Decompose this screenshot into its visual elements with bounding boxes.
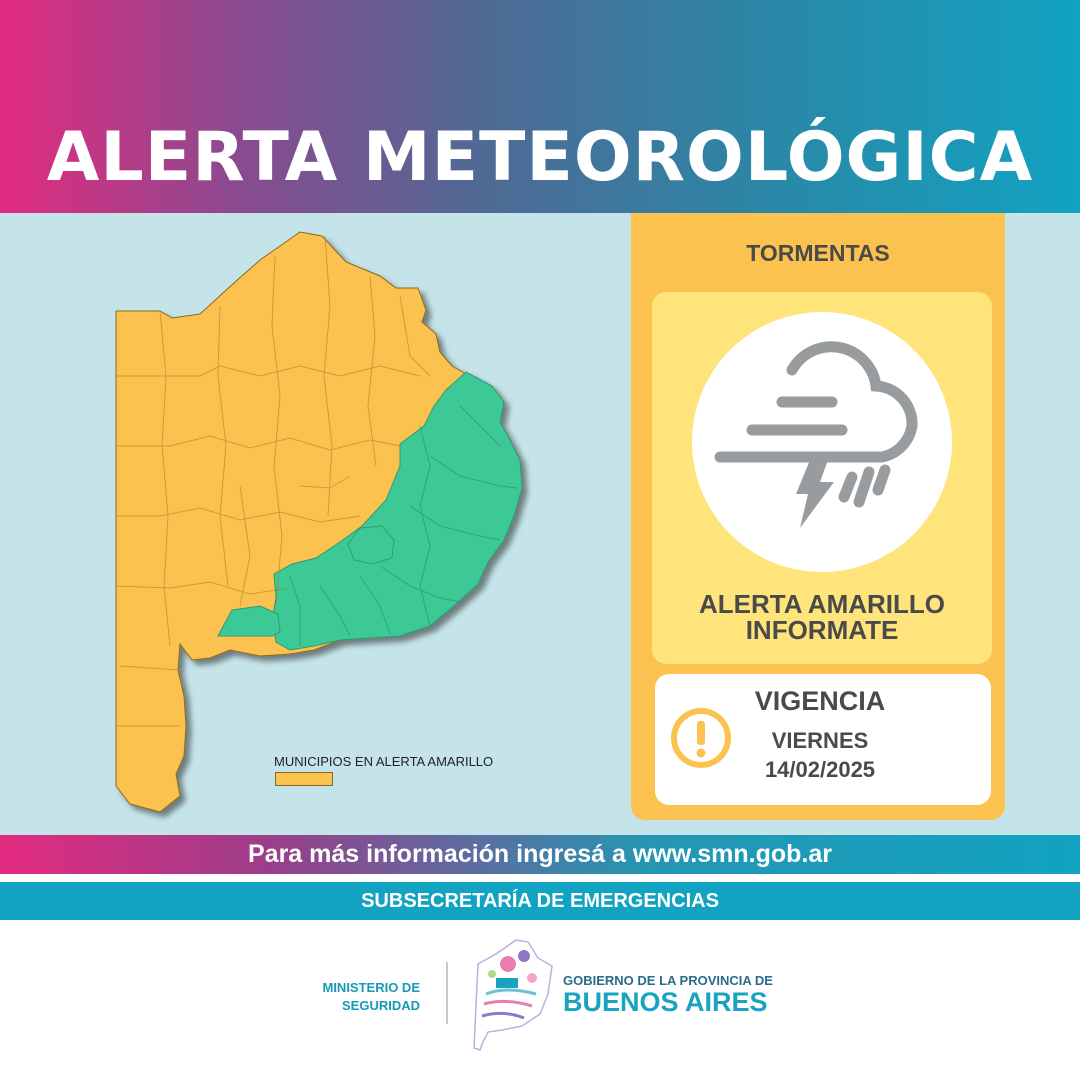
ministry-line2: SEGURIDAD [341, 998, 420, 1013]
info-link-text[interactable]: Para más información ingresá a www.smn.gob.ar [248, 840, 832, 868]
phenomenon-title: TORMENTAS [746, 240, 890, 266]
footer-divider [446, 962, 448, 1024]
page-title: ALERTA METEOROLÓGICA [46, 118, 1034, 197]
storm-cloud-lightning-icon [692, 312, 952, 572]
map-legend-swatch [275, 772, 333, 786]
gov-label-big: BUENOS AIRES [563, 987, 768, 1017]
alert-level-line2: INFORMATE [745, 615, 899, 645]
subsecretaria-text: SUBSECRETARÍA DE EMERGENCIAS [361, 890, 719, 912]
alert-level-line1: ALERTA AMARILLO [699, 589, 945, 619]
map-legend-label: MUNICIPIOS EN ALERTA AMARILLO [274, 754, 494, 769]
map-shape [116, 232, 522, 812]
vigencia-title: VIGENCIA [754, 686, 886, 716]
vigencia-date: 14/02/2025 [764, 757, 876, 782]
province-map [100, 226, 540, 826]
ministry-line1: MINISTERIO DE [322, 980, 420, 995]
ministry-label [280, 979, 420, 1015]
province-logo-icon [466, 934, 558, 1054]
gov-label-small: GOBIERNO DE LA PROVINCIA DE [563, 973, 773, 988]
alert-level-text [652, 591, 992, 643]
vigencia-day: VIERNES [771, 728, 869, 753]
